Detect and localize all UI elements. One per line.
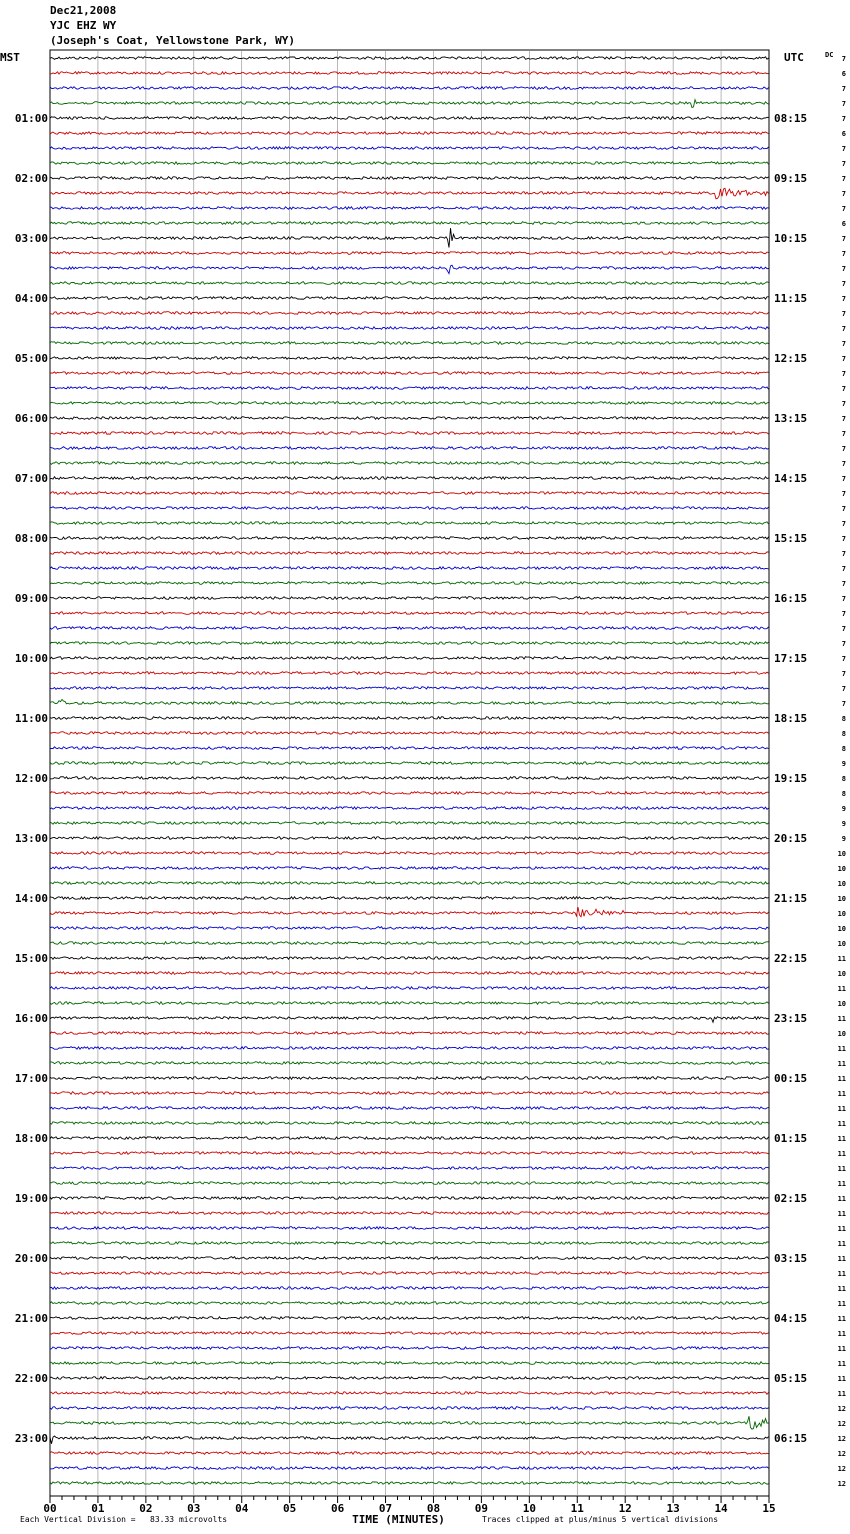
dc-offset-label: 7 bbox=[841, 505, 846, 513]
dc-offset-label: 11 bbox=[837, 1330, 846, 1338]
dc-offset-label: 11 bbox=[837, 1075, 846, 1083]
dc-offset-label: 7 bbox=[841, 490, 846, 498]
trace-row bbox=[50, 357, 769, 360]
dc-offset-label: 7 bbox=[841, 685, 846, 693]
left-hour-label: 16:00 bbox=[14, 1012, 48, 1025]
trace-row bbox=[50, 672, 769, 675]
trace-row bbox=[50, 1107, 769, 1110]
trace-row bbox=[50, 1407, 769, 1410]
trace-row bbox=[50, 1436, 769, 1444]
trace-row bbox=[50, 687, 769, 690]
dc-offset-label: 11 bbox=[837, 1150, 846, 1158]
x-tick-label: 07 bbox=[378, 1502, 393, 1515]
dc-offset-label: 11 bbox=[837, 1210, 846, 1218]
dc-offset-label: 10 bbox=[837, 940, 846, 948]
dc-offset-label: 11 bbox=[837, 1285, 846, 1293]
dc-offset-label: 11 bbox=[837, 1045, 846, 1053]
dc-offset-label: 11 bbox=[837, 955, 846, 963]
dc-offset-label: 11 bbox=[837, 1345, 846, 1353]
dc-offset-label: 7 bbox=[841, 205, 846, 213]
trace-row bbox=[50, 1332, 769, 1335]
dc-offset-label: 11 bbox=[837, 1315, 846, 1323]
trace-row bbox=[50, 100, 769, 108]
x-tick-label: 01 bbox=[91, 1502, 105, 1515]
trace-row bbox=[50, 987, 769, 990]
dc-offset-label: 7 bbox=[841, 355, 846, 363]
trace-row bbox=[50, 942, 769, 945]
dc-offset-label: 11 bbox=[837, 1180, 846, 1188]
trace-row bbox=[50, 477, 769, 480]
dc-offset-label: 7 bbox=[841, 85, 846, 93]
trace-row bbox=[50, 282, 769, 285]
trace-row bbox=[50, 972, 769, 975]
dc-offset-label: 7 bbox=[841, 595, 846, 603]
dc-offset-label: 11 bbox=[837, 985, 846, 993]
dc-offset-label: 10 bbox=[837, 880, 846, 888]
dc-offset-label: 7 bbox=[841, 565, 846, 573]
x-tick-label: 04 bbox=[235, 1502, 249, 1515]
dc-offset-label: 9 bbox=[841, 760, 846, 768]
dc-offset-label: 8 bbox=[841, 745, 846, 753]
dc-offset-label: 11 bbox=[837, 1015, 846, 1023]
trace-row bbox=[50, 852, 769, 855]
left-hour-label: 21:00 bbox=[14, 1312, 48, 1325]
dc-offset-label: 11 bbox=[837, 1225, 846, 1233]
right-hour-label: 13:15 bbox=[774, 412, 808, 425]
dc-offset-label: 7 bbox=[841, 430, 846, 438]
x-axis-label: TIME (MINUTES) bbox=[352, 1513, 445, 1526]
trace-row bbox=[50, 188, 769, 199]
right-hour-label: 09:15 bbox=[774, 172, 808, 185]
trace-row bbox=[50, 207, 769, 210]
trace-row bbox=[50, 1212, 769, 1215]
trace-row bbox=[50, 162, 769, 165]
x-tick-label: 08 bbox=[426, 1502, 441, 1515]
left-hour-label: 10:00 bbox=[14, 652, 48, 665]
x-tick-label: 03 bbox=[187, 1502, 201, 1515]
left-hour-label: 22:00 bbox=[14, 1372, 48, 1385]
trace-row bbox=[50, 1152, 769, 1155]
dc-offset-label: 11 bbox=[837, 1390, 846, 1398]
header-date: Dec21,2008 bbox=[50, 4, 117, 17]
dc-offset-label: 7 bbox=[841, 265, 846, 273]
trace-row bbox=[50, 762, 769, 765]
left-hour-label: 17:00 bbox=[14, 1072, 48, 1085]
trace-row bbox=[50, 717, 769, 720]
dc-offset-label: 7 bbox=[841, 310, 846, 318]
trace-row bbox=[50, 837, 769, 840]
right-hour-label: 21:15 bbox=[774, 892, 808, 905]
x-tick-label: 06 bbox=[330, 1502, 345, 1515]
dc-offset-label: 8 bbox=[841, 730, 846, 738]
trace-row bbox=[50, 462, 769, 465]
trace-row bbox=[50, 1077, 769, 1080]
trace-row bbox=[50, 732, 769, 735]
trace-row bbox=[50, 57, 769, 60]
dc-offset-label: 7 bbox=[841, 445, 846, 453]
x-tick-label: 15 bbox=[762, 1502, 776, 1515]
left-hour-label: 03:00 bbox=[14, 232, 48, 245]
dc-offset-label: 10 bbox=[837, 1030, 846, 1038]
trace-row bbox=[50, 1002, 769, 1005]
trace-row bbox=[50, 327, 769, 330]
x-tick-label: 00 bbox=[43, 1502, 57, 1515]
dc-offset-label: 7 bbox=[841, 670, 846, 678]
trace-row bbox=[50, 387, 769, 390]
dc-offset-label: 8 bbox=[841, 775, 846, 783]
trace-row bbox=[50, 507, 769, 510]
dc-offset-label: 10 bbox=[837, 970, 846, 978]
dc-offset-label: 12 bbox=[837, 1465, 846, 1473]
right-timezone-label: UTC bbox=[784, 51, 804, 64]
dc-offset-label: 11 bbox=[837, 1135, 846, 1143]
dc-offset-label: 7 bbox=[841, 280, 846, 288]
left-hour-label: 13:00 bbox=[14, 832, 48, 845]
trace-row bbox=[50, 537, 769, 540]
trace-row bbox=[50, 552, 769, 555]
left-hour-label: 06:00 bbox=[14, 412, 48, 425]
trace-row bbox=[50, 1287, 769, 1290]
left-hour-label: 07:00 bbox=[14, 472, 48, 485]
dc-offset-label: 7 bbox=[841, 190, 846, 198]
right-hour-label: 03:15 bbox=[774, 1252, 808, 1265]
x-tick-label: 02 bbox=[139, 1502, 153, 1515]
trace-row bbox=[50, 312, 769, 315]
left-hour-label: 14:00 bbox=[14, 892, 48, 905]
trace-row bbox=[50, 252, 769, 255]
dc-offset-label: 12 bbox=[837, 1435, 846, 1443]
trace-row bbox=[50, 1017, 769, 1023]
right-hour-label: 23:15 bbox=[774, 1012, 808, 1025]
trace-row bbox=[50, 612, 769, 615]
trace-row bbox=[50, 1092, 769, 1095]
dc-header-label: DC bbox=[825, 51, 834, 59]
left-hour-label: 23:00 bbox=[14, 1432, 48, 1445]
dc-offset-label: 11 bbox=[837, 1270, 846, 1278]
trace-row bbox=[50, 132, 769, 135]
trace-row bbox=[50, 222, 769, 225]
header-location: (Joseph's Coat, Yellowstone Park, WY) bbox=[50, 34, 296, 47]
trace-row bbox=[50, 228, 769, 247]
trace-row bbox=[50, 597, 769, 600]
trace-row bbox=[50, 777, 769, 780]
x-tick-label: 11 bbox=[570, 1502, 584, 1515]
trace-row bbox=[50, 492, 769, 495]
trace-row bbox=[50, 1467, 769, 1470]
x-tick-label: 09 bbox=[474, 1502, 489, 1515]
dc-offset-label: 7 bbox=[841, 400, 846, 408]
dc-offset-label: 11 bbox=[837, 1165, 846, 1173]
dc-offset-label: 11 bbox=[837, 1090, 846, 1098]
dc-offset-label: 7 bbox=[841, 475, 846, 483]
trace-row bbox=[50, 177, 769, 180]
dc-offset-label: 10 bbox=[837, 925, 846, 933]
dc-offset-label: 9 bbox=[841, 805, 846, 813]
right-hour-label: 19:15 bbox=[774, 772, 808, 785]
dc-offset-label: 7 bbox=[841, 610, 846, 618]
dc-offset-label: 11 bbox=[837, 1120, 846, 1128]
dc-offset-label: 8 bbox=[841, 790, 846, 798]
dc-offset-label: 12 bbox=[837, 1405, 846, 1413]
dc-offset-label: 11 bbox=[837, 1105, 846, 1113]
trace-row bbox=[50, 1272, 769, 1275]
right-hour-label: 20:15 bbox=[774, 832, 808, 845]
trace-row bbox=[50, 1122, 769, 1125]
trace-row bbox=[50, 372, 769, 375]
trace-row bbox=[50, 1452, 769, 1455]
right-hour-label: 18:15 bbox=[774, 712, 808, 725]
trace-row bbox=[50, 265, 769, 273]
left-hour-label: 09:00 bbox=[14, 592, 48, 605]
right-hour-label: 15:15 bbox=[774, 532, 808, 545]
dc-offset-label: 11 bbox=[837, 1195, 846, 1203]
right-hour-label: 08:15 bbox=[774, 112, 808, 125]
trace-row bbox=[50, 882, 769, 885]
x-tick-label: 13 bbox=[666, 1502, 680, 1515]
trace-row bbox=[50, 342, 769, 345]
dc-offset-label: 7 bbox=[841, 295, 846, 303]
x-tick-label: 14 bbox=[714, 1502, 728, 1515]
right-hour-label: 11:15 bbox=[774, 292, 808, 305]
trace-row bbox=[50, 1242, 769, 1245]
trace-row bbox=[50, 1227, 769, 1230]
trace-row bbox=[50, 1062, 769, 1065]
dc-offset-label: 11 bbox=[837, 1060, 846, 1068]
right-hour-label: 06:15 bbox=[774, 1432, 808, 1445]
x-tick-label: 12 bbox=[618, 1502, 632, 1515]
dc-offset-label: 7 bbox=[841, 235, 846, 243]
trace-row bbox=[50, 567, 769, 570]
clip-note: Traces clipped at plus/minus 5 vertical divisions bbox=[482, 1515, 719, 1524]
trace-row bbox=[50, 642, 769, 645]
trace-row bbox=[50, 957, 769, 960]
dc-offset-label: 7 bbox=[841, 415, 846, 423]
trace-row bbox=[50, 747, 769, 750]
trace-row bbox=[50, 147, 769, 150]
dc-offset-label: 8 bbox=[841, 715, 846, 723]
left-hour-label: 19:00 bbox=[14, 1192, 48, 1205]
right-hour-label: 12:15 bbox=[774, 352, 808, 365]
x-tick-label: 10 bbox=[522, 1502, 536, 1515]
dc-offset-label: 12 bbox=[837, 1420, 846, 1428]
dc-offset-label: 10 bbox=[837, 850, 846, 858]
left-hour-label: 08:00 bbox=[14, 532, 48, 545]
left-hour-label: 15:00 bbox=[14, 952, 48, 965]
trace-row bbox=[50, 1392, 769, 1395]
trace-row bbox=[50, 447, 769, 450]
dc-offset-label: 11 bbox=[837, 1240, 846, 1248]
right-hour-label: 14:15 bbox=[774, 472, 808, 485]
trace-row bbox=[50, 907, 769, 917]
trace-row bbox=[50, 867, 769, 870]
trace-row bbox=[50, 1047, 769, 1050]
trace-row bbox=[50, 792, 769, 795]
right-hour-label: 22:15 bbox=[774, 952, 808, 965]
dc-offset-label: 7 bbox=[841, 535, 846, 543]
trace-row bbox=[50, 1302, 769, 1305]
dc-offset-label: 7 bbox=[841, 700, 846, 708]
dc-offset-label: 7 bbox=[841, 175, 846, 183]
trace-row bbox=[50, 627, 769, 630]
dc-offset-label: 10 bbox=[837, 910, 846, 918]
right-hour-label: 02:15 bbox=[774, 1192, 808, 1205]
trace-row bbox=[50, 402, 769, 405]
dc-offset-label: 7 bbox=[841, 625, 846, 633]
trace-row bbox=[50, 1257, 769, 1260]
left-hour-label: 20:00 bbox=[14, 1252, 48, 1265]
dc-offset-label: 11 bbox=[837, 1375, 846, 1383]
trace-row bbox=[50, 1167, 769, 1170]
right-hour-label: 16:15 bbox=[774, 592, 808, 605]
dc-offset-label: 7 bbox=[841, 55, 846, 63]
left-hour-label: 02:00 bbox=[14, 172, 48, 185]
header-station: YJC EHZ WY bbox=[50, 19, 117, 32]
dc-offset-label: 7 bbox=[841, 640, 846, 648]
right-hour-label: 04:15 bbox=[774, 1312, 808, 1325]
trace-row bbox=[50, 1317, 769, 1320]
trace-row bbox=[50, 72, 769, 75]
left-timezone-label: MST bbox=[0, 51, 20, 64]
dc-offset-label: 9 bbox=[841, 820, 846, 828]
trace-row bbox=[50, 700, 769, 705]
scale-note: Each Vertical Division = 83.33 microvolts bbox=[20, 1515, 228, 1524]
dc-offset-label: 7 bbox=[841, 250, 846, 258]
dc-offset-label: 7 bbox=[841, 115, 846, 123]
dc-offset-label: 7 bbox=[841, 160, 846, 168]
trace-row bbox=[50, 582, 769, 585]
dc-offset-label: 7 bbox=[841, 580, 846, 588]
trace-row bbox=[50, 87, 769, 90]
trace-row bbox=[50, 927, 769, 930]
dc-offset-label: 10 bbox=[837, 865, 846, 873]
trace-row bbox=[50, 1032, 769, 1035]
trace-row bbox=[50, 1377, 769, 1380]
trace-row bbox=[50, 1182, 769, 1185]
trace-row bbox=[50, 807, 769, 810]
right-hour-label: 01:15 bbox=[774, 1132, 808, 1145]
dc-offset-label: 6 bbox=[841, 130, 846, 138]
trace-row bbox=[50, 1416, 769, 1429]
dc-offset-label: 7 bbox=[841, 550, 846, 558]
dc-offset-label: 9 bbox=[841, 835, 846, 843]
right-hour-label: 00:15 bbox=[774, 1072, 808, 1085]
right-hour-label: 17:15 bbox=[774, 652, 808, 665]
left-hour-label: 11:00 bbox=[14, 712, 48, 725]
trace-row bbox=[50, 1197, 769, 1200]
dc-offset-label: 7 bbox=[841, 100, 846, 108]
left-hour-label: 01:00 bbox=[14, 112, 48, 125]
dc-offset-label: 12 bbox=[837, 1450, 846, 1458]
dc-offset-label: 10 bbox=[837, 895, 846, 903]
trace-row bbox=[50, 1482, 769, 1485]
trace-row bbox=[50, 417, 769, 420]
trace-row bbox=[50, 1137, 769, 1140]
trace-row bbox=[50, 522, 769, 525]
left-hour-label: 04:00 bbox=[14, 292, 48, 305]
dc-offset-label: 11 bbox=[837, 1300, 846, 1308]
dc-offset-label: 11 bbox=[837, 1255, 846, 1263]
dc-offset-label: 7 bbox=[841, 460, 846, 468]
left-hour-label: 05:00 bbox=[14, 352, 48, 365]
dc-offset-label: 6 bbox=[841, 220, 846, 228]
trace-row bbox=[50, 657, 769, 660]
left-hour-label: 18:00 bbox=[14, 1132, 48, 1145]
trace-row bbox=[50, 897, 769, 900]
dc-offset-label: 7 bbox=[841, 385, 846, 393]
dc-offset-label: 6 bbox=[841, 70, 846, 78]
dc-offset-label: 7 bbox=[841, 145, 846, 153]
dc-offset-label: 10 bbox=[837, 1000, 846, 1008]
trace-row bbox=[50, 117, 769, 120]
dc-offset-label: 7 bbox=[841, 325, 846, 333]
right-hour-label: 05:15 bbox=[774, 1372, 808, 1385]
trace-row bbox=[50, 1347, 769, 1350]
dc-offset-label: 7 bbox=[841, 655, 846, 663]
dc-offset-label: 7 bbox=[841, 340, 846, 348]
left-hour-label: 12:00 bbox=[14, 772, 48, 785]
right-hour-label: 10:15 bbox=[774, 232, 808, 245]
dc-offset-label: 7 bbox=[841, 370, 846, 378]
x-tick-label: 05 bbox=[283, 1502, 297, 1515]
trace-row bbox=[50, 822, 769, 825]
dc-offset-label: 12 bbox=[837, 1480, 846, 1488]
trace-row bbox=[50, 432, 769, 435]
dc-offset-label: 7 bbox=[841, 520, 846, 528]
dc-offset-label: 11 bbox=[837, 1360, 846, 1368]
trace-row bbox=[50, 1362, 769, 1365]
trace-row bbox=[50, 297, 769, 300]
